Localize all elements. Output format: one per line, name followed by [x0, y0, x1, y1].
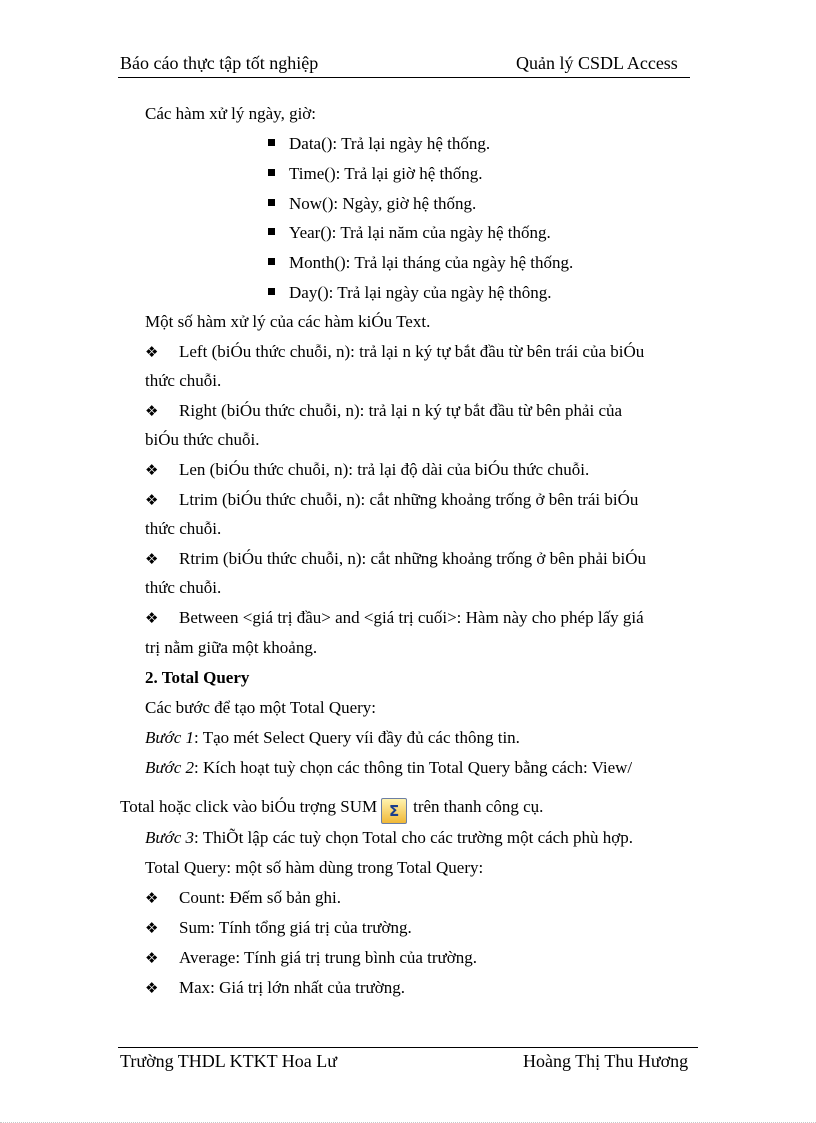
footer-right: Hoàng Thị Thu Hương — [523, 1051, 689, 1071]
diamond-bullet-icon: ❖ — [145, 491, 159, 509]
header-right: Quản lý CSDL Access — [516, 53, 678, 73]
diamond-bullet-icon: ❖ — [145, 979, 159, 997]
diamond-bullet-icon: ❖ — [145, 889, 159, 907]
header-left: Báo cáo thực tập tốt nghiệp — [120, 53, 319, 73]
diamond-bullet-icon: ❖ — [145, 461, 159, 479]
step-2-continuation: Total hoặc click vào biÓu trợng SUM Σ trên thanh công cụ. — [120, 797, 543, 824]
bullet-square-icon — [268, 258, 275, 265]
bullet-square-icon — [268, 228, 275, 235]
bullet-square-icon — [268, 288, 275, 295]
list-item-continuation: thức chuỗi. — [145, 519, 222, 538]
list-item: ❖ Left (biÓu thức chuỗi, n): trả lại n ký tự bắt đầu từ bên trái của biÓu — [145, 342, 645, 361]
list-item: Now(): Ngày, giờ hệ thống. — [268, 194, 476, 214]
bullet-square-icon — [268, 199, 275, 206]
list-item-continuation: biÓu thức chuỗi. — [145, 430, 260, 449]
text-intro: Một số hàm xử lý của các hàm kiÓu Text. — [145, 312, 431, 331]
list-item-continuation: thức chuỗi. — [145, 371, 222, 390]
diamond-bullet-icon: ❖ — [145, 919, 159, 937]
list-item: ❖ Right (biÓu thức chuỗi, n): trả lại n ký tự bắt đầu từ bên phải của — [145, 401, 623, 420]
steps-intro: Các bước để tạo một Total Query: — [145, 698, 377, 717]
diamond-bullet-icon: ❖ — [145, 402, 159, 420]
list-item: Time(): Trả lại giờ hệ thống. — [268, 164, 482, 184]
section-title: 2. Total Query — [145, 668, 250, 687]
list-item: ❖ Ltrim (biÓu thức chuỗi, n): cắt những khoảng trống ở bên trái biÓu — [145, 490, 639, 509]
diamond-bullet-icon: ❖ — [145, 550, 159, 568]
step-1: Bước 1: Tạo mét Select Query víi đầy đủ các thông tin. — [145, 728, 520, 747]
step-3: Bước 3: ThiÕt lập các tuỳ chọn Total cho các trường một cách phù hợp. — [145, 828, 633, 847]
list-item: Month(): Trả lại tháng của ngày hệ thống. — [268, 253, 573, 273]
header-rule — [118, 77, 690, 78]
list-item: Data(): Trả lại ngày hệ thống. — [268, 134, 490, 154]
list-item: ❖ Len (biÓu thức chuỗi, n): trả lại độ dài của biÓu thức chuỗi. — [145, 460, 590, 479]
list-item: Day(): Trả lại ngày của ngày hệ thông. — [268, 283, 552, 303]
bullet-square-icon — [268, 169, 275, 176]
list-item: ❖ Between <giá trị đầu> and <giá trị cuối>: Hàm này cho phép lấy giá — [145, 608, 644, 627]
total-intro: Total Query: một số hàm dùng trong Total Query: — [145, 858, 484, 877]
sum-sigma-icon: Σ — [381, 798, 407, 824]
bullet-square-icon — [268, 139, 275, 146]
list-item: Year(): Trả lại năm của ngày hệ thống. — [268, 223, 551, 243]
diamond-bullet-icon: ❖ — [145, 949, 159, 967]
diamond-bullet-icon: ❖ — [145, 343, 159, 361]
diamond-bullet-icon: ❖ — [145, 609, 159, 627]
list-item: ❖ Sum: Tính tổng giá trị của trường. — [145, 918, 412, 937]
footer-rule — [118, 1047, 698, 1048]
list-item-continuation: thức chuỗi. — [145, 578, 222, 597]
list-item-continuation: trị nằm giữa một khoảng. — [145, 638, 318, 657]
list-item: ❖ Count: Đếm số bản ghi. — [145, 888, 341, 907]
date-intro: Các hàm xử lý ngày, giờ: — [145, 104, 317, 123]
list-item: ❖ Average: Tính giá trị trung bình của trường. — [145, 948, 477, 967]
list-item: ❖ Max: Giá trị lớn nhất của trường. — [145, 978, 405, 997]
list-item: ❖ Rtrim (biÓu thức chuỗi, n): cắt những khoảng trống ở bên phải biÓu — [145, 549, 646, 568]
footer-left: Trường THDL KTKT Hoa Lư — [120, 1051, 338, 1071]
step-2: Bước 2: Kích hoạt tuỳ chọn các thông tin Total Query bằng cách: View/ — [145, 758, 633, 777]
